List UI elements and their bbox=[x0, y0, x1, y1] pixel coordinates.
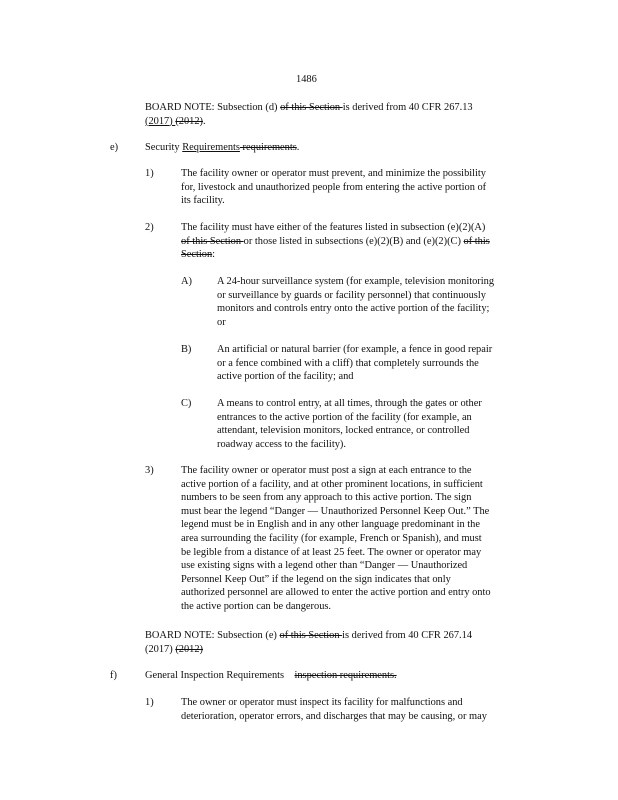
deleted-text: of this bbox=[463, 235, 490, 247]
e2a-text: A 24-hour surveillance system (for example, television monitoring or surveillance by guards or facility personnel) that continuously monitors and controls entry onto the active portion of the facility; or bbox=[217, 276, 495, 328]
e3-label: 3) bbox=[145, 465, 154, 476]
e2-text: The facility must have either of the features listed in subsection (e)(2)(A) of this Section or those listed in subsections (e)(2)(B) and (e)(2)(C) of this Section: bbox=[181, 222, 490, 261]
e2c-text: A means to control entry, at all times, through the gates or other entrances to the active portion of the facility (for example, an attendant, television monitors, locked entrance, or controlled roadway access to the facility). bbox=[217, 398, 482, 450]
section-e-heading: Security Requirements requirements. bbox=[145, 142, 300, 153]
e2b-text: An artificial or natural barrier (for example, a fence in good repair or a fence combined with a cliff) that completely surrounds the active portion of the facility; and bbox=[217, 344, 493, 383]
deleted-text: (2012) bbox=[175, 643, 204, 655]
e2-label: 2) bbox=[145, 222, 154, 233]
f1-text: The owner or operator must inspect its facility for malfunctions and deterioration, operator errors, and discharges that may be causing, or may bbox=[181, 697, 487, 722]
board-note-e: BOARD NOTE: Subsection (e) of this Section is derived from 40 CFR 267.14 (2017) (2012) bbox=[145, 630, 473, 655]
e3-text: The facility owner or operator must post a sign at each entrance to the active portion of a facility, and at other prominent locations, in sufficient numbers to be seen from any approach to this active portion. The sign must bear the legend “Danger — Unauthorized Personnel Keep Out.” The legend must be in English and in any other language predominant in the area surrounding the facility (for example, French or Spanish), and must be legible from a distance of at least 25 feet. The owner or operator may use existing signs with a legend other than “Danger — Unauthorized Personnel Keep Out” if the legend on the sign indicates that only authorized personnel are allowed to enter the active portion and entry onto the active portion can be dangerous. bbox=[181, 465, 491, 612]
deleted-text: Section bbox=[181, 249, 213, 261]
inserted-text: (2017) bbox=[145, 115, 176, 127]
deleted-text: (2012) bbox=[175, 115, 204, 127]
e2c-label: C) bbox=[181, 398, 192, 409]
board-note-d: BOARD NOTE: Subsection (d) of this Section is derived from 40 CFR 267.13 (2017) (2012). bbox=[145, 102, 473, 127]
deleted-text: requirements bbox=[239, 142, 297, 153]
deleted-text: inspection requirements. bbox=[294, 670, 397, 681]
f1-label: 1) bbox=[145, 697, 154, 708]
inserted-text: Requirements bbox=[182, 142, 240, 153]
section-e-label: e) bbox=[110, 142, 119, 153]
deleted-text: of this Section bbox=[181, 235, 244, 247]
e2a-label: A) bbox=[181, 276, 192, 287]
page-number: 1486 bbox=[296, 74, 317, 85]
deleted-text: of this Section bbox=[279, 630, 343, 641]
section-f-heading bbox=[145, 669, 397, 683]
e1-label: 1) bbox=[145, 168, 154, 179]
e2b-label: B) bbox=[181, 344, 192, 355]
inserted-text: General Inspection Requirements bbox=[145, 670, 285, 681]
deleted-text: of this Section bbox=[280, 102, 343, 113]
e1-text: The facility owner or operator must prevent, and minimize the possibility for, livestock and unauthorized people from entering the active portion of its facility. bbox=[181, 168, 487, 207]
section-f-label: f) bbox=[110, 670, 117, 681]
